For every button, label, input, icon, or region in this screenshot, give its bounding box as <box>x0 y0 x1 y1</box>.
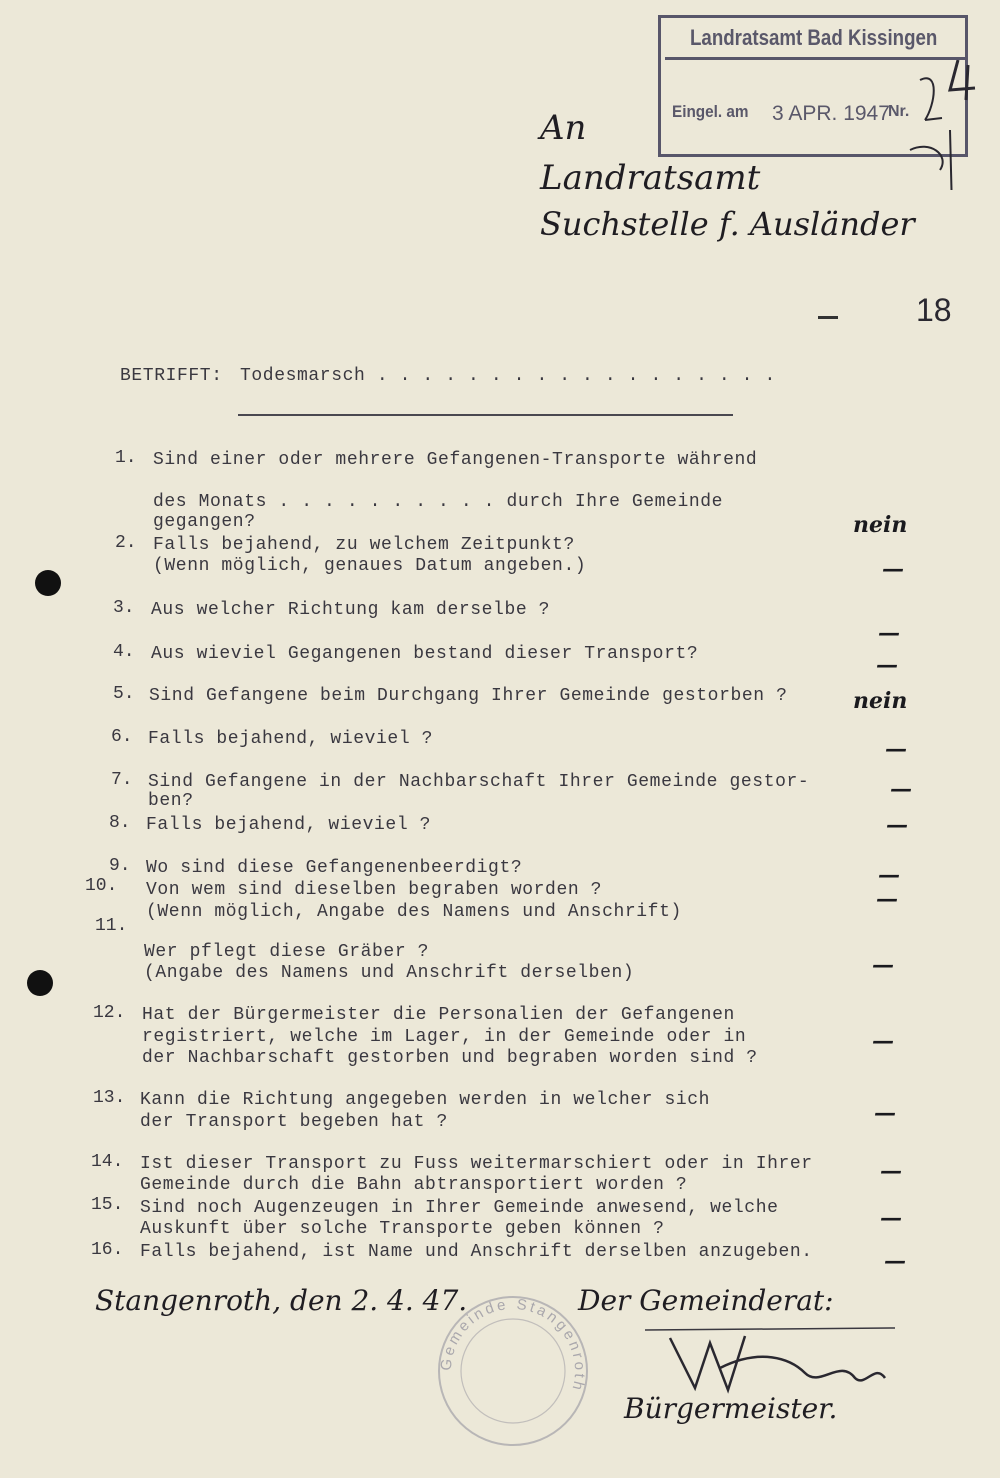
question-number: 14. <box>91 1152 124 1172</box>
answer-dash: — <box>874 1100 896 1126</box>
question-number: 13. <box>93 1088 126 1108</box>
question-text: Ist dieser Transport zu Fuss weitermarschiert oder in Ihrer <box>140 1154 813 1174</box>
subject-value: Todesmarsch . . . . . . . . . . . . . . . . . . <box>240 366 776 386</box>
municipal-seal <box>432 1290 594 1452</box>
question-text: Hat der Bürgermeister die Personalien der Gefangenen <box>142 1005 735 1025</box>
page-mark-dash <box>818 316 838 319</box>
address-line-2: Landratsamt <box>540 158 761 198</box>
question-text: registriert, welche im Lager, in der Gemeinde oder in <box>142 1027 747 1047</box>
question-text: Auskunft über solche Transporte geben können ? <box>140 1219 665 1239</box>
address-line-3: Suchstelle f. Ausländer <box>540 205 915 243</box>
answer-dash: — <box>880 1158 902 1184</box>
answer-dash: — <box>890 776 912 802</box>
subject-underline <box>238 414 733 416</box>
question-number: 5. <box>113 684 135 704</box>
question-number: 2. <box>115 533 137 553</box>
question-text: Sind Gefangene beim Durchgang Ihrer Gemeinde gestorben ? <box>149 686 788 706</box>
question-text: (Wenn möglich, Angabe des Namens und Anschrift) <box>146 902 682 922</box>
question-number: 1. <box>115 448 137 468</box>
answer-dash: — <box>882 556 904 582</box>
place-date: Stangenroth, den 2. 4. 47. <box>95 1284 468 1317</box>
question-text: Falls bejahend, zu welchem Zeitpunkt? <box>153 535 575 555</box>
answer-dash: — <box>872 952 894 978</box>
answer-dash: — <box>872 1028 894 1054</box>
address-line-1: An <box>540 108 587 148</box>
question-text: ben? <box>148 791 194 811</box>
answer-handwritten: nein <box>853 688 908 714</box>
answer-dash: — <box>886 812 908 838</box>
mayor-title: Bürgermeister. <box>624 1392 838 1425</box>
seal-text: Gemeinde Stangenroth <box>437 1295 589 1395</box>
question-number: 12. <box>93 1003 126 1023</box>
answer-dash: — <box>878 862 900 888</box>
answer-handwritten: nein <box>853 512 908 538</box>
punch-hole-top <box>35 570 61 596</box>
question-number: 3. <box>113 598 135 618</box>
question-text: Sind Gefangene in der Nachbarschaft Ihrer Gemeinde gestor- <box>148 772 810 792</box>
question-text: Wer pflegt diese Gräber ? <box>144 942 430 962</box>
question-number: 7. <box>111 770 133 790</box>
question-number: 9. <box>109 856 131 876</box>
stamp-received-date: 3 APR. 1947 <box>772 102 890 125</box>
question-number: 16. <box>91 1240 124 1260</box>
question-text: Falls bejahend, wieviel ? <box>148 729 434 749</box>
question-text: des Monats . . . . . . . . . . durch Ihre Gemeinde <box>153 492 724 512</box>
council-label: Der Gemeinderat: <box>578 1284 834 1317</box>
stamp-nr-label: Nr. <box>888 103 910 120</box>
subject-label: BETRIFFT: <box>120 366 223 386</box>
stamp-handwritten-number <box>880 60 980 190</box>
answer-dash: — <box>878 620 900 646</box>
answer-dash: — <box>876 886 898 912</box>
question-text: Gemeinde durch die Bahn abtransportiert worden ? <box>140 1175 688 1195</box>
svg-text:Gemeinde Stangenroth <box>438 1296 589 1395</box>
question-number: 4. <box>113 642 135 662</box>
question-number: 10. <box>85 876 118 896</box>
question-text: (Angabe des Namens und Anschrift derselben) <box>144 963 635 983</box>
question-text: der Nachbarschaft gestorben und begraben worden sind ? <box>142 1048 758 1068</box>
question-text: Sind einer oder mehrere Gefangenen-Transporte während <box>153 450 758 470</box>
stamp-received-label: Eingel. am <box>672 102 749 121</box>
page-number: 18 <box>916 292 952 328</box>
question-text: Aus wieviel Gegangenen bestand dieser Transport? <box>151 644 699 664</box>
stamp-office: Landratsamt Bad Kissingen <box>690 25 938 50</box>
question-text: Sind noch Augenzeugen in Ihrer Gemeinde anwesend, welche <box>140 1198 779 1218</box>
answer-dash: — <box>880 1205 902 1231</box>
answer-dash: — <box>884 1248 906 1274</box>
question-text: Falls bejahend, wieviel ? <box>146 815 432 835</box>
question-text: Kann die Richtung angegeben werden in welcher sich <box>140 1090 711 1110</box>
punch-hole-bottom <box>27 970 53 996</box>
question-number: 11. <box>95 916 128 936</box>
question-text: Aus welcher Richtung kam derselbe ? <box>151 600 551 620</box>
answer-dash: — <box>876 652 898 678</box>
answer-dash: — <box>885 736 907 762</box>
question-number: 15. <box>91 1195 124 1215</box>
question-text: Von wem sind dieselben begraben worden ? <box>146 880 603 900</box>
question-text: der Transport begeben hat ? <box>140 1112 448 1132</box>
question-number: 8. <box>109 813 131 833</box>
question-text: (Wenn möglich, genaues Datum angeben.) <box>153 556 587 576</box>
question-text: Wo sind diese Gefangenenbeerdigt? <box>146 858 523 878</box>
question-text: gegangen? <box>153 512 256 532</box>
question-text: Falls bejahend, ist Name und Anschrift derselben anzugeben. <box>140 1242 813 1262</box>
question-number: 6. <box>111 727 133 747</box>
